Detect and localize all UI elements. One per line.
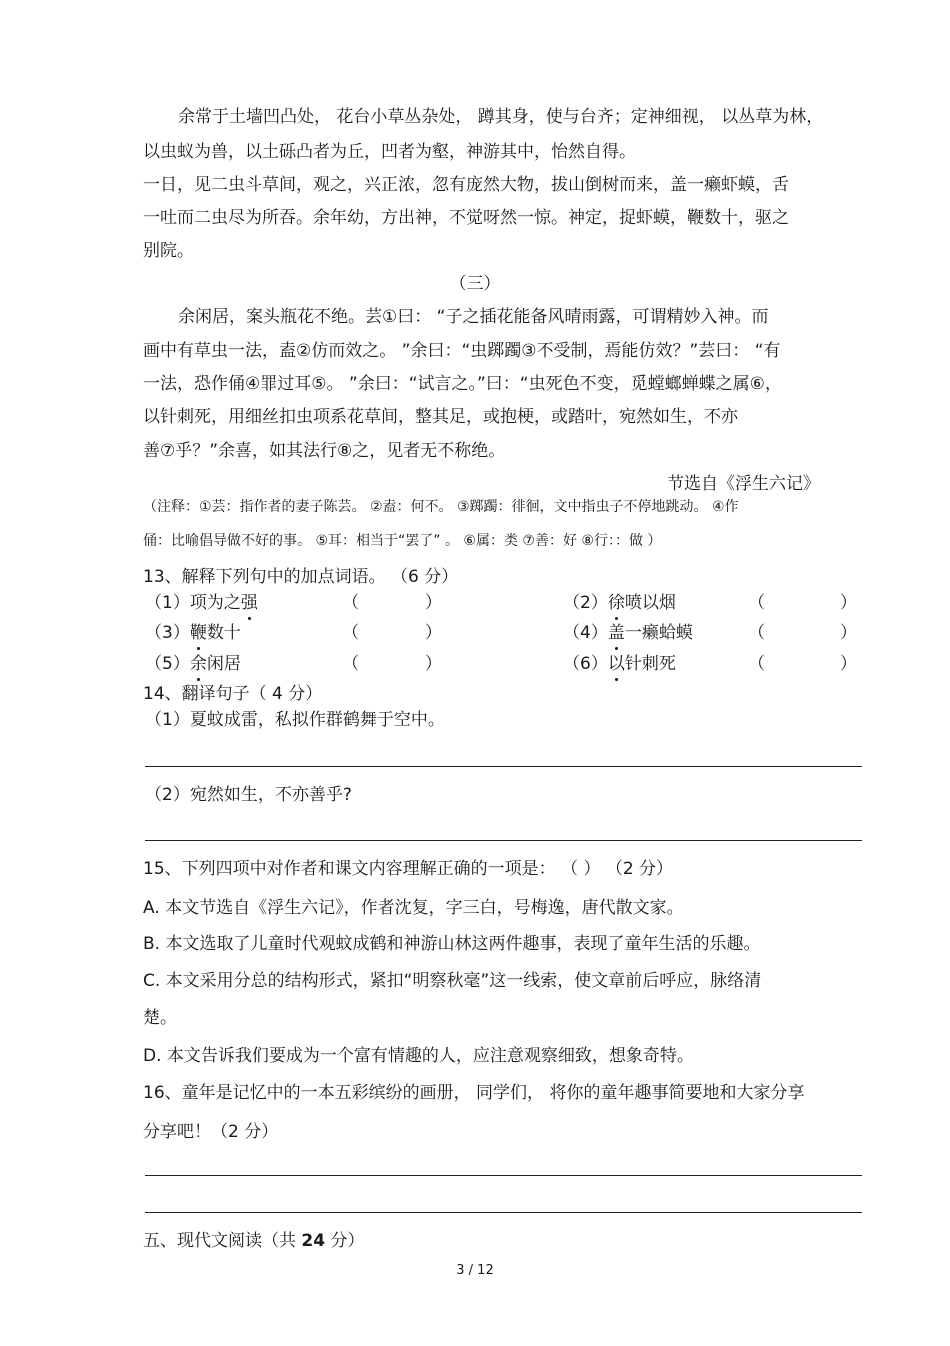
passage3-source: 节选自《浮生六记》: [667, 474, 820, 494]
passage3-heading: （三）: [449, 274, 501, 294]
notes-line1: （注释：①芸：指作者的妻子陈芸。 ②盍：何不。 ③踯躅：徘徊，文中指虫子不停地跳动。 ④作: [143, 499, 739, 515]
section5-heading: 五、现代文阅读（共 24 分）: [143, 1231, 365, 1251]
q14-answer-line-2[interactable]: [145, 840, 862, 841]
q13-answer-2-open: （: [748, 593, 765, 613]
page-number: 3 / 12: [456, 1263, 494, 1278]
q16-prompt: 16、童年是记忆中的一本五彩缤纷的画册， 同学们， 将你的童年趣事简要地和大家分享: [143, 1083, 805, 1103]
q13-answer-1-close: ）: [425, 593, 442, 613]
q16-answer-line-2[interactable]: [145, 1212, 862, 1213]
q13-answer-2-close: ）: [840, 593, 857, 613]
q13-item-5: （5）余闲居: [145, 654, 241, 674]
q13-item-2: （2）徐喷以烟: [563, 593, 676, 613]
q15-option-c-cont: 楚。: [143, 1008, 177, 1028]
q14-sentence-1: （1）夏蚊成雷，私拟作群鹤舞于空中。: [145, 710, 445, 730]
q13-answer-5-close: ）: [425, 654, 442, 674]
q15-title: 15、下列四项中对作者和课文内容理解正确的一项是： （ ） （2 分）: [143, 859, 674, 879]
q14-answer-line-1[interactable]: [145, 766, 862, 767]
q13-item-1: （1）项为之强: [145, 593, 258, 613]
q16-prompt-cont: 分享吧！（2 分）: [143, 1122, 279, 1142]
passage3-line5: 善⑦乎？”余喜，如其法行⑧之，见者无不称绝。: [143, 441, 506, 461]
q13-item-3: （3）鞭数十: [145, 623, 241, 643]
q15-option-c: C. 本文采用分总的结构形式，紧扣“明察秋毫”这一线索，使文章前后呼应，脉络清: [143, 971, 762, 991]
passage3-line2: 画中有草虫一法，盍②仿而效之。 ”余曰：“虫踯躅③不受制，焉能仿效？”芸曰： “有: [143, 341, 781, 361]
q14-sentence-2: （2）宛然如生，不亦善乎?: [145, 785, 352, 805]
q13-item-6: （6）以针刺死: [563, 654, 676, 674]
q13-title: 13、解释下列句中的加点词语。 （6 分）: [143, 567, 459, 587]
passage2-line2: 以虫蚁为兽，以土砾凸者为丘，凹者为壑，神游其中，怡然自得。: [143, 142, 636, 162]
q13-answer-5-open: （: [342, 654, 359, 674]
passage3-line3: 一法，恐作俑④罪过耳⑤。 ”余曰：“试言之。”曰：“虫死色不变，觅螳螂蝉蝶之属⑥，: [143, 374, 782, 394]
q13-item-4: （4）盖一癞蛤蟆: [563, 623, 693, 643]
passage2-line4: 一吐而二虫尽为所吞。余年幼，方出神，不觉呀然一惊。神定，捉虾蟆，鞭数十，驱之: [143, 208, 789, 228]
q13-answer-4-close: ）: [840, 623, 857, 643]
q14-title: 14、翻译句子（ 4 分）: [143, 684, 323, 704]
q15-option-b: B. 本文选取了儿童时代观蚊成鹤和神游山林这两件趣事，表现了童年生活的乐趣。: [143, 934, 761, 954]
passage2-line5: 别院。: [143, 241, 194, 261]
passage3-line1: 余闲居，案头瓶花不绝。芸①曰： “子之插花能备风晴雨露，可谓精妙入神。而: [178, 307, 769, 327]
q15-option-a: A. 本文节选自《浮生六记》，作者沈复，字三白，号梅逸，唐代散文家。: [143, 898, 684, 918]
q13-answer-6-open: （: [748, 654, 765, 674]
q13-answer-4-open: （: [748, 623, 765, 643]
notes-line2: 俑：比喻倡导做不好的事。 ⑤耳：相当于“罢了” 。 ⑥属：类 ⑦善：好 ⑧行：：做 ）: [143, 533, 662, 549]
q16-answer-line-1[interactable]: [145, 1175, 862, 1176]
q13-answer-6-close: ）: [840, 654, 857, 674]
q15-option-d: D. 本文告诉我们要成为一个富有情趣的人，应注意观察细致，想象奇特。: [143, 1046, 694, 1066]
q13-answer-1-open: （: [342, 593, 359, 613]
q13-answer-3-close: ）: [425, 623, 442, 643]
passage3-line4: 以针刺死，用细丝扣虫项系花草间，整其足，或抱梗，或踏叶，宛然如生，不亦: [143, 407, 738, 427]
q13-answer-3-open: （: [342, 623, 359, 643]
passage2-line1: 余常于土墙凹凸处， 花台小草丛杂处， 蹲其身，使与台齐；定神细视， 以丛草为林，: [178, 107, 824, 127]
passage2-line3: 一日，见二虫斗草间，观之，兴正浓，忽有庞然大物，拔山倒树而来，盖一癞虾蟆，舌: [143, 175, 789, 195]
